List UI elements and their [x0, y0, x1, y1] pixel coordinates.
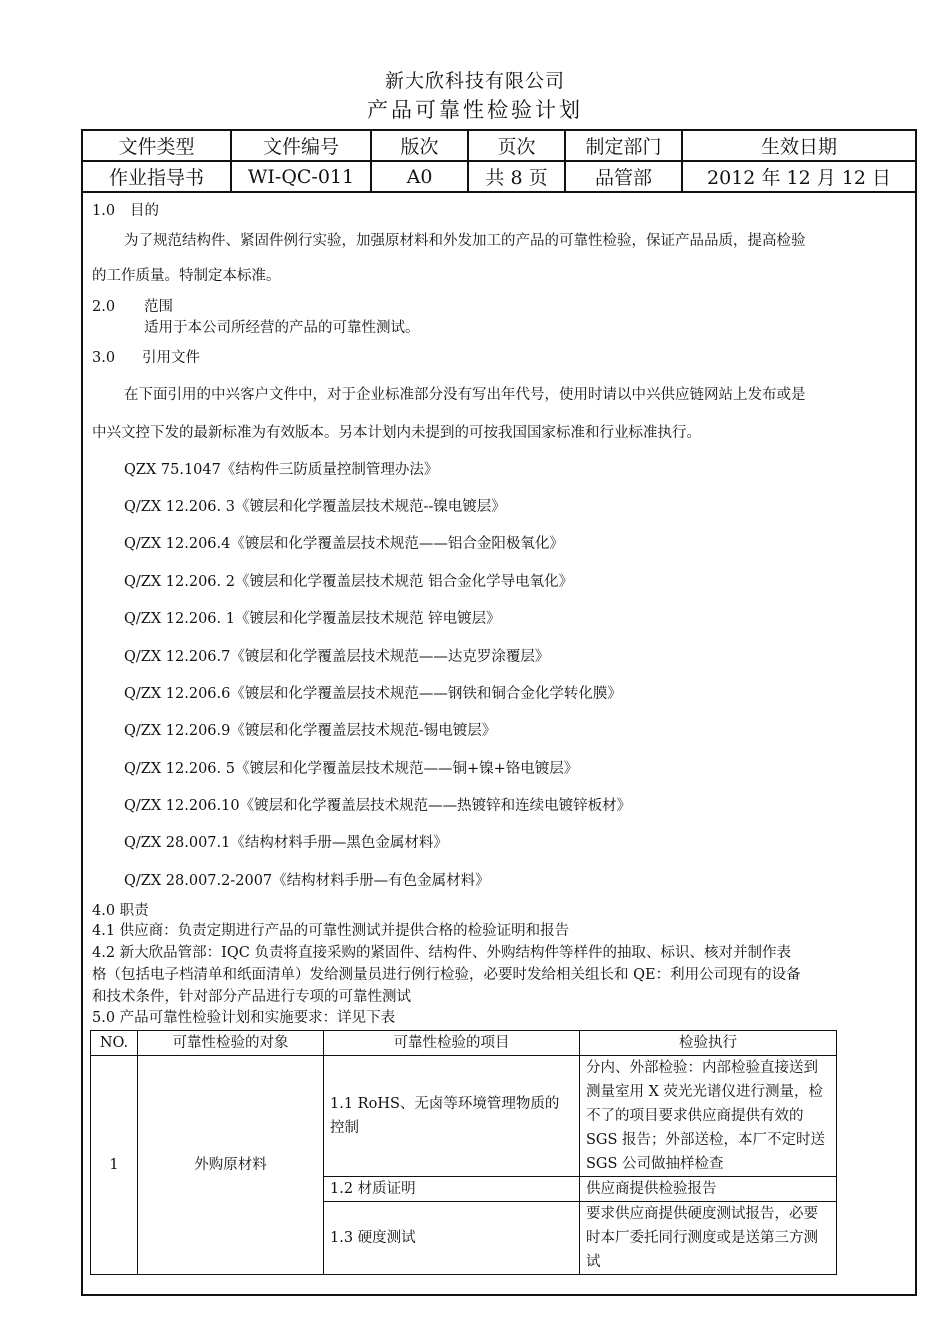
section-1-text-line-1: 为了规范结构件、紧固件例行实验，加强原材料和外发加工的产品的可靠性检验，保证产品品质，提高检验 — [124, 233, 806, 249]
header-label-doc-number: 文件编号 — [231, 130, 371, 161]
section-2-title: 范围 — [144, 299, 173, 315]
header-value-effective-date: 2012 年 12 月 12 日 — [682, 161, 916, 192]
row-item: 1.2 材质证明 — [324, 1177, 580, 1202]
section-1-title: 目的 — [130, 203, 159, 219]
reliability-plan-table — [90, 1030, 837, 1275]
header-label-pages: 页次 — [468, 130, 565, 161]
reference-item: Q/ZX 12.206.10《镀层和化学覆盖层技术规范——热镀锌和连续电镀锌板材》 — [124, 798, 632, 814]
section-5-heading: 5.0 产品可靠性检验计划和实施要求：详见下表 — [92, 1010, 396, 1026]
header-label-row — [82, 130, 916, 161]
header-value-version: A0 — [371, 161, 468, 192]
row-execution: 供应商提供检验报告 — [580, 1177, 837, 1202]
header-value-doc-type: 作业指导书 — [82, 161, 231, 192]
section-3-text-line-2: 中兴文控下发的最新标准为有效版本。另本计划内未提到的可按我国国家标准和行业标准执行。 — [92, 425, 701, 441]
plan-table-header-row — [91, 1031, 837, 1056]
header-value-row — [82, 161, 916, 192]
header-value-doc-number: WI-QC-011 — [231, 161, 371, 192]
header-label-doc-type: 文件类型 — [82, 130, 231, 161]
reference-item: Q/ZX 12.206.6《镀层和化学覆盖层技术规范——钢铁和铜合金化学转化膜》 — [124, 686, 622, 702]
section-3-text-line-1: 在下面引用的中兴客户文件中，对于企业标准部分没有写出年代号，使用时请以中兴供应链网站上发布或是 — [124, 387, 806, 403]
reference-item: Q/ZX 12.206. 2《镀层和化学覆盖层技术规范 铝合金化学导电氧化》 — [124, 574, 574, 590]
reference-item: Q/ZX 12.206. 5《镀层和化学覆盖层技术规范——铜+镍+铬电镀层》 — [124, 761, 579, 777]
section-2-number: 2.0 — [92, 299, 116, 315]
reference-item: Q/ZX 28.007.2-2007《结构材料手册—有色金属材料》 — [124, 873, 490, 889]
column-header-execution: 检验执行 — [580, 1031, 837, 1056]
header-label-effective-date: 生效日期 — [682, 130, 916, 161]
row-item: 1.1 RoHS、无卤等环境管理物质的控制 — [324, 1056, 580, 1177]
row-execution: 要求供应商提供硬度测试报告，必要时本厂委托同行测度或是送第三方测试 — [580, 1202, 837, 1275]
section-4-2-text-line-1: 4.2 新大欣品管部：IQC 负责将直接采购的紧固件、结构件、外购结构件等样件的抽取、标识、核对并制作表 — [92, 945, 791, 961]
section-4-1-text: 4.1 供应商：负责定期进行产品的可靠性测试并提供合格的检验证明和报告 — [92, 923, 570, 939]
reference-item: Q/ZX 12.206.7《镀层和化学覆盖层技术规范——达克罗涂覆层》 — [124, 649, 550, 665]
table-row — [91, 1056, 837, 1177]
row-object: 外购原材料 — [138, 1056, 324, 1275]
section-2-text: 适用于本公司所经营的产品的可靠性测试。 — [144, 320, 420, 336]
header-value-department: 品管部 — [565, 161, 682, 192]
section-3-heading — [92, 346, 200, 367]
company-name: 新大欣科技有限公司 — [384, 70, 565, 92]
header-label-version: 版次 — [371, 130, 468, 161]
section-1-text-line-2: 的工作质量。特制定本标准。 — [92, 268, 281, 284]
column-header-item: 可靠性检验的项目 — [324, 1031, 580, 1056]
column-header-no: NO. — [91, 1031, 138, 1056]
section-4-2-text-line-3: 和技术条件，针对部分产品进行专项的可靠性测试 — [92, 989, 411, 1005]
section-4-heading: 4.0 职责 — [92, 903, 149, 919]
row-execution: 分内、外部检验：内部检验直接送到测量室用 X 荧光光谱仪进行测量，检不了的项目要求供应商提供有效的 SGS 报告；外部送检，本厂不定时送 SGS 公司做抽样检查 — [580, 1056, 837, 1177]
section-3-number: 3.0 — [92, 350, 116, 366]
section-3-title: 引用文件 — [142, 350, 200, 366]
reference-item: Q/ZX 12.206. 1《镀层和化学覆盖层技术规范 锌电镀层》 — [124, 611, 501, 627]
reference-item: Q/ZX 12.206.9《镀层和化学覆盖层技术规范-锡电镀层》 — [124, 723, 497, 739]
row-number: 1 — [91, 1056, 138, 1275]
section-1-heading — [92, 199, 159, 220]
header-value-pages: 共 8 页 — [468, 161, 565, 192]
column-header-object: 可靠性检验的对象 — [138, 1031, 324, 1056]
section-2-heading — [92, 295, 173, 316]
reference-item: QZX 75.1047《结构件三防质量控制管理办法》 — [124, 462, 439, 478]
reference-item: Q/ZX 12.206.4《镀层和化学覆盖层技术规范——铝合金阳极氧化》 — [124, 536, 564, 552]
document-title: 产品可靠性检验计划 — [367, 98, 583, 122]
header-label-department: 制定部门 — [565, 130, 682, 161]
row-item: 1.3 硬度测试 — [324, 1202, 580, 1275]
reference-item: Q/ZX 28.007.1《结构材料手册—黑色金属材料》 — [124, 835, 448, 851]
section-4-2-text-line-2: 格（包括电子档清单和纸面清单）发给测量员进行例行检验，必要时发给相关组长和 QE：利用公司现有的设备 — [92, 967, 801, 983]
reference-item: Q/ZX 12.206. 3《镀层和化学覆盖层技术规范--镍电镀层》 — [124, 499, 506, 515]
section-1-number: 1.0 — [92, 203, 116, 219]
document-header-table — [81, 129, 917, 193]
